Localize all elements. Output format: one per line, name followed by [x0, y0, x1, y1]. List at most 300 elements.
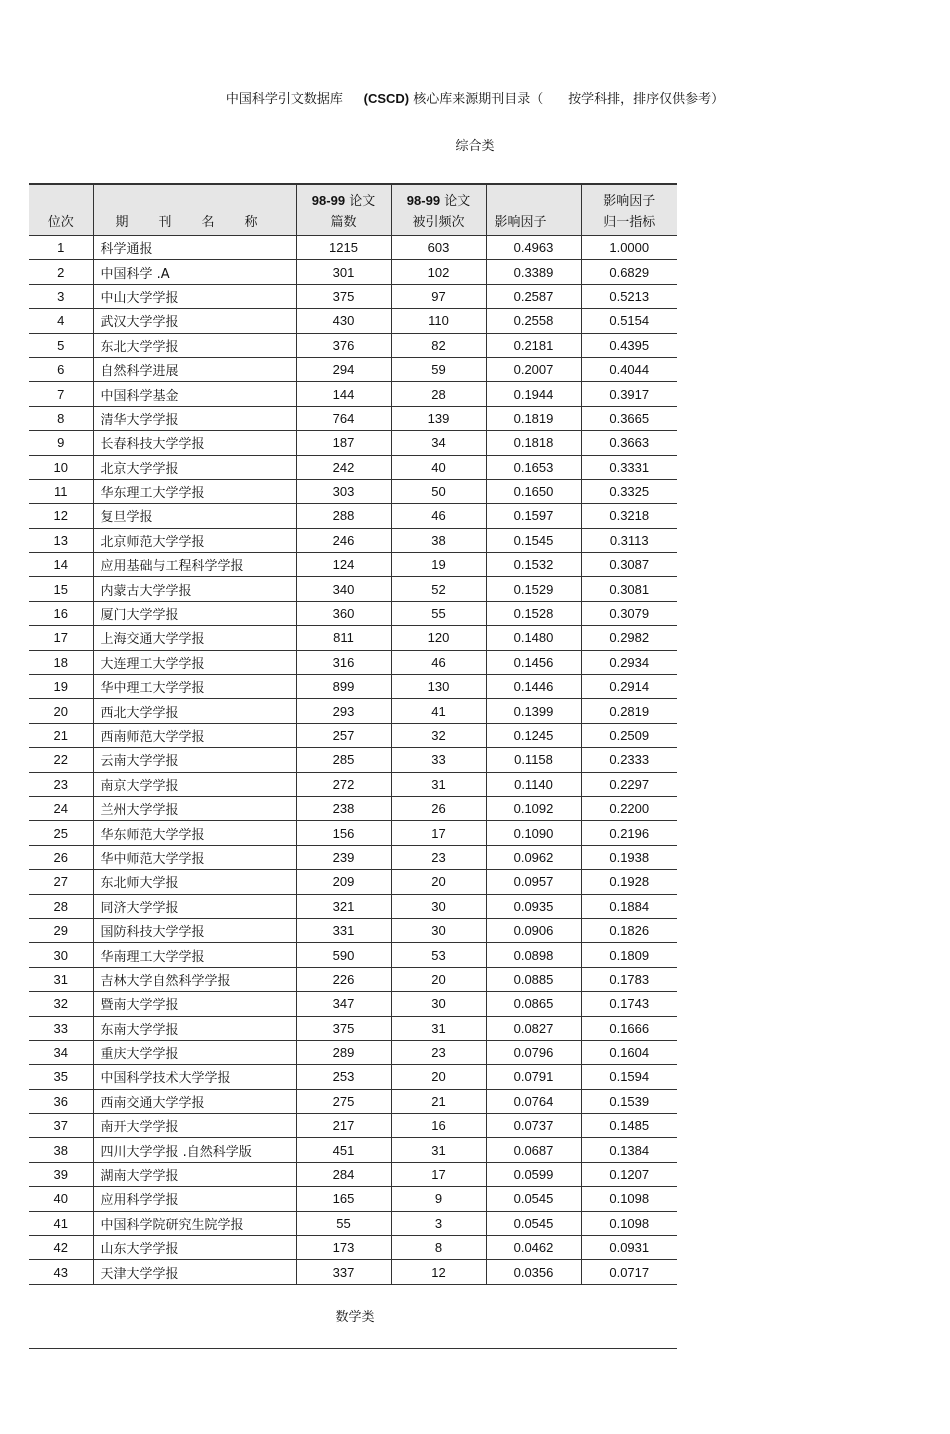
cell-citation-count: 30	[391, 918, 486, 942]
table-row	[29, 284, 677, 308]
cell-journal-name: 西南师范大学学报	[93, 723, 296, 747]
cell-impact-factor: 0.0957	[486, 870, 581, 894]
cell-journal-name: 北京大学学报	[93, 455, 296, 479]
cell-citation-count: 17	[391, 821, 486, 845]
cell-journal-name: 复旦学报	[93, 504, 296, 528]
cell-journal-name: 云南大学学报	[93, 748, 296, 772]
cell-citation-count: 38	[391, 528, 486, 552]
cell-paper-count: 156	[296, 821, 391, 845]
cell-citation-count: 34	[391, 431, 486, 455]
cell-journal-name: 国防科技大学学报	[93, 918, 296, 942]
cell-citation-count: 8	[391, 1236, 486, 1260]
cell-journal-name: 上海交通大学学报	[93, 626, 296, 650]
cell-journal-name: 大连理工大学学报	[93, 650, 296, 674]
cell-citation-count: 102	[391, 260, 486, 284]
table-row	[29, 1065, 677, 1089]
cell-journal-name: 西北大学学报	[93, 699, 296, 723]
cell-rank: 38	[29, 1138, 93, 1162]
header-impact-factor: 影响因子	[486, 184, 581, 236]
cell-journal-name: 重庆大学学报	[93, 1040, 296, 1064]
cell-paper-count: 430	[296, 309, 391, 333]
cell-normalized-index: 1.0000	[581, 236, 677, 260]
cell-citation-count: 23	[391, 845, 486, 869]
cell-citation-count: 55	[391, 601, 486, 625]
table-row	[29, 1138, 677, 1162]
table-row	[29, 406, 677, 430]
cell-normalized-index: 0.3331	[581, 455, 677, 479]
cell-paper-count: 238	[296, 796, 391, 820]
cell-paper-count: 451	[296, 1138, 391, 1162]
cell-impact-factor: 0.2587	[486, 284, 581, 308]
cell-rank: 6	[29, 357, 93, 381]
cell-rank: 10	[29, 455, 93, 479]
cell-citation-count: 603	[391, 236, 486, 260]
section-heading-general: 综合类	[455, 139, 495, 154]
cell-paper-count: 246	[296, 528, 391, 552]
cell-impact-factor: 0.1532	[486, 553, 581, 577]
cell-impact-factor: 0.0737	[486, 1114, 581, 1138]
cell-normalized-index: 0.3081	[581, 577, 677, 601]
cell-journal-name: 东北大学学报	[93, 333, 296, 357]
cell-journal-name: 武汉大学学报	[93, 309, 296, 333]
cell-rank: 40	[29, 1187, 93, 1211]
cell-paper-count: 301	[296, 260, 391, 284]
cell-journal-name: 长春科技大学学报	[93, 431, 296, 455]
cell-impact-factor: 0.0764	[486, 1089, 581, 1113]
cell-paper-count: 209	[296, 870, 391, 894]
cell-paper-count: 360	[296, 601, 391, 625]
cell-paper-count: 288	[296, 504, 391, 528]
cell-impact-factor: 0.1944	[486, 382, 581, 406]
cell-paper-count: 316	[296, 650, 391, 674]
table-row	[29, 1236, 677, 1260]
cell-citation-count: 16	[391, 1114, 486, 1138]
cell-paper-count: 764	[296, 406, 391, 430]
cell-impact-factor: 0.0906	[486, 918, 581, 942]
cell-normalized-index: 0.5154	[581, 309, 677, 333]
cell-citation-count: 30	[391, 894, 486, 918]
cell-rank: 29	[29, 918, 93, 942]
cell-journal-name: 山东大学学报	[93, 1236, 296, 1260]
cell-citation-count: 46	[391, 504, 486, 528]
cell-journal-name: 华中师范大学学报	[93, 845, 296, 869]
cell-paper-count: 173	[296, 1236, 391, 1260]
cell-paper-count: 272	[296, 772, 391, 796]
cell-normalized-index: 0.1938	[581, 845, 677, 869]
cell-impact-factor: 0.1529	[486, 577, 581, 601]
cell-impact-factor: 0.1480	[486, 626, 581, 650]
cell-normalized-index: 0.1539	[581, 1089, 677, 1113]
cell-normalized-index: 0.0717	[581, 1260, 677, 1284]
cell-impact-factor: 0.1158	[486, 748, 581, 772]
cell-citation-count: 46	[391, 650, 486, 674]
cell-citation-count: 21	[391, 1089, 486, 1113]
table-row	[29, 1040, 677, 1064]
table-row	[29, 772, 677, 796]
cell-impact-factor: 0.0356	[486, 1260, 581, 1284]
cell-citation-count: 31	[391, 1016, 486, 1040]
cell-impact-factor: 0.1092	[486, 796, 581, 820]
cell-normalized-index: 0.3079	[581, 601, 677, 625]
cell-citation-count: 9	[391, 1187, 486, 1211]
cell-citation-count: 50	[391, 479, 486, 503]
cell-journal-name: 应用基础与工程科学学报	[93, 553, 296, 577]
cell-paper-count: 321	[296, 894, 391, 918]
cell-normalized-index: 0.1485	[581, 1114, 677, 1138]
cell-citation-count: 23	[391, 1040, 486, 1064]
cell-paper-count: 294	[296, 357, 391, 381]
cell-paper-count: 331	[296, 918, 391, 942]
cell-impact-factor: 0.1597	[486, 504, 581, 528]
title-post: 核心库来源期刊目录（	[413, 92, 544, 107]
cell-normalized-index: 0.1207	[581, 1162, 677, 1186]
header-normalized-index: 影响因子 归一指标	[581, 184, 677, 236]
cell-normalized-index: 0.1098	[581, 1211, 677, 1235]
cell-citation-count: 31	[391, 1138, 486, 1162]
cell-journal-name: 同济大学学报	[93, 894, 296, 918]
cell-paper-count: 217	[296, 1114, 391, 1138]
cell-impact-factor: 0.0462	[486, 1236, 581, 1260]
cell-citation-count: 110	[391, 309, 486, 333]
cell-journal-name: 湖南大学学报	[93, 1162, 296, 1186]
table-row	[29, 382, 677, 406]
cell-journal-name: 东北师大学报	[93, 870, 296, 894]
cell-normalized-index: 0.3917	[581, 382, 677, 406]
table-row	[29, 236, 677, 260]
cell-impact-factor: 0.0885	[486, 967, 581, 991]
cell-journal-name: 华东理工大学学报	[93, 479, 296, 503]
cell-journal-name: 吉林大学自然科学学报	[93, 967, 296, 991]
cell-rank: 27	[29, 870, 93, 894]
cell-impact-factor: 0.0791	[486, 1065, 581, 1089]
cell-rank: 9	[29, 431, 93, 455]
cell-normalized-index: 0.1884	[581, 894, 677, 918]
cell-rank: 39	[29, 1162, 93, 1186]
cell-rank: 25	[29, 821, 93, 845]
table-row	[29, 796, 677, 820]
cell-paper-count: 257	[296, 723, 391, 747]
header-rank: 位次	[29, 184, 93, 236]
table-row	[29, 870, 677, 894]
table-top-rule	[29, 1348, 677, 1349]
table-header-row	[29, 184, 677, 236]
cell-paper-count: 239	[296, 845, 391, 869]
cell-citation-count: 41	[391, 699, 486, 723]
cell-paper-count: 1215	[296, 236, 391, 260]
cell-rank: 16	[29, 601, 93, 625]
table-row	[29, 845, 677, 869]
cell-paper-count: 226	[296, 967, 391, 991]
cell-rank: 28	[29, 894, 93, 918]
cell-normalized-index: 0.0931	[581, 1236, 677, 1260]
cell-paper-count: 275	[296, 1089, 391, 1113]
cell-impact-factor: 0.1140	[486, 772, 581, 796]
cell-rank: 1	[29, 236, 93, 260]
cell-citation-count: 130	[391, 675, 486, 699]
cell-impact-factor: 0.1528	[486, 601, 581, 625]
table-row	[29, 1114, 677, 1138]
cell-normalized-index: 0.1098	[581, 1187, 677, 1211]
cell-journal-name: 科学通报	[93, 236, 296, 260]
cell-journal-name: 天津大学学报	[93, 1260, 296, 1284]
cell-rank: 31	[29, 967, 93, 991]
cell-rank: 12	[29, 504, 93, 528]
cell-paper-count: 375	[296, 284, 391, 308]
cell-rank: 18	[29, 650, 93, 674]
cell-rank: 26	[29, 845, 93, 869]
cell-normalized-index: 0.2819	[581, 699, 677, 723]
cell-rank: 37	[29, 1114, 93, 1138]
cell-paper-count: 55	[296, 1211, 391, 1235]
table-row	[29, 918, 677, 942]
cell-citation-count: 52	[391, 577, 486, 601]
cell-paper-count: 289	[296, 1040, 391, 1064]
cell-impact-factor: 0.1446	[486, 675, 581, 699]
cell-rank: 33	[29, 1016, 93, 1040]
table-body	[29, 236, 677, 1285]
cell-citation-count: 33	[391, 748, 486, 772]
cell-normalized-index: 0.2196	[581, 821, 677, 845]
cell-citation-count: 26	[391, 796, 486, 820]
cell-journal-name: 中国科学 .A	[93, 260, 296, 284]
table-row	[29, 1187, 677, 1211]
header-name: 期刊名称	[93, 184, 296, 236]
cell-rank: 5	[29, 333, 93, 357]
cell-citation-count: 32	[391, 723, 486, 747]
cell-rank: 14	[29, 553, 93, 577]
table-row	[29, 260, 677, 284]
cell-normalized-index: 0.1743	[581, 992, 677, 1016]
cell-normalized-index: 0.3663	[581, 431, 677, 455]
table-row	[29, 504, 677, 528]
cell-rank: 19	[29, 675, 93, 699]
cell-impact-factor: 0.0827	[486, 1016, 581, 1040]
cell-rank: 21	[29, 723, 93, 747]
title-bold: (CSCD)	[363, 91, 410, 106]
cell-impact-factor: 0.0935	[486, 894, 581, 918]
table-row	[29, 626, 677, 650]
cell-paper-count: 590	[296, 943, 391, 967]
cell-normalized-index: 0.1594	[581, 1065, 677, 1089]
cell-impact-factor: 0.3389	[486, 260, 581, 284]
cell-impact-factor: 0.1653	[486, 455, 581, 479]
table-row	[29, 675, 677, 699]
cell-impact-factor: 0.1545	[486, 528, 581, 552]
cell-journal-name: 华南理工大学学报	[93, 943, 296, 967]
table-row	[29, 1211, 677, 1235]
page-title	[0, 88, 950, 107]
cell-citation-count: 20	[391, 1065, 486, 1089]
table-row	[29, 1162, 677, 1186]
cell-journal-name: 华东师范大学学报	[93, 821, 296, 845]
table-row	[29, 699, 677, 723]
cell-rank: 32	[29, 992, 93, 1016]
cell-paper-count: 187	[296, 431, 391, 455]
cell-impact-factor: 0.0898	[486, 943, 581, 967]
table-row	[29, 1089, 677, 1113]
cell-rank: 3	[29, 284, 93, 308]
cell-impact-factor: 0.0545	[486, 1211, 581, 1235]
cell-impact-factor: 0.0865	[486, 992, 581, 1016]
cell-normalized-index: 0.1928	[581, 870, 677, 894]
table-row	[29, 943, 677, 967]
cell-citation-count: 82	[391, 333, 486, 357]
cell-citation-count: 12	[391, 1260, 486, 1284]
cell-citation-count: 53	[391, 943, 486, 967]
cell-citation-count: 59	[391, 357, 486, 381]
cell-normalized-index: 0.2333	[581, 748, 677, 772]
cell-journal-name: 厦门大学学报	[93, 601, 296, 625]
cell-journal-name: 应用科学学报	[93, 1187, 296, 1211]
cell-paper-count: 811	[296, 626, 391, 650]
cell-impact-factor: 0.1399	[486, 699, 581, 723]
cell-journal-name: 西南交通大学学报	[93, 1089, 296, 1113]
cell-journal-name: 南京大学学报	[93, 772, 296, 796]
journal-table	[29, 183, 677, 1285]
cell-journal-name: 中山大学学报	[93, 284, 296, 308]
table-row	[29, 748, 677, 772]
cell-paper-count: 144	[296, 382, 391, 406]
cell-paper-count: 303	[296, 479, 391, 503]
cell-rank: 13	[29, 528, 93, 552]
table-row	[29, 650, 677, 674]
cell-paper-count: 165	[296, 1187, 391, 1211]
cell-citation-count: 31	[391, 772, 486, 796]
cell-paper-count: 337	[296, 1260, 391, 1284]
cell-impact-factor: 0.0599	[486, 1162, 581, 1186]
cell-paper-count: 242	[296, 455, 391, 479]
table-row	[29, 528, 677, 552]
cell-normalized-index: 0.1666	[581, 1016, 677, 1040]
cell-journal-name: 中国科学院研究生院学报	[93, 1211, 296, 1235]
table-row	[29, 967, 677, 991]
cell-citation-count: 40	[391, 455, 486, 479]
cell-citation-count: 20	[391, 967, 486, 991]
cell-journal-name: 北京师范大学学报	[93, 528, 296, 552]
cell-citation-count: 28	[391, 382, 486, 406]
cell-journal-name: 清华大学学报	[93, 406, 296, 430]
cell-rank: 24	[29, 796, 93, 820]
cell-rank: 11	[29, 479, 93, 503]
cell-paper-count: 899	[296, 675, 391, 699]
cell-paper-count: 376	[296, 333, 391, 357]
cell-normalized-index: 0.2509	[581, 723, 677, 747]
cell-impact-factor: 0.1090	[486, 821, 581, 845]
cell-normalized-index: 0.4395	[581, 333, 677, 357]
cell-citation-count: 97	[391, 284, 486, 308]
cell-impact-factor: 0.0796	[486, 1040, 581, 1064]
cell-journal-name: 内蒙古大学学报	[93, 577, 296, 601]
table-row	[29, 1016, 677, 1040]
cell-rank: 17	[29, 626, 93, 650]
table-row	[29, 992, 677, 1016]
section-heading-math: 数学类	[335, 1310, 375, 1325]
title-tail: 按学科排，排序仅供参考）	[568, 92, 725, 107]
cell-normalized-index: 0.2200	[581, 796, 677, 820]
cell-normalized-index: 0.1604	[581, 1040, 677, 1064]
cell-rank: 20	[29, 699, 93, 723]
cell-impact-factor: 0.2181	[486, 333, 581, 357]
cell-journal-name: 四川大学学报 .自然科学版	[93, 1138, 296, 1162]
cell-journal-name: 兰州大学学报	[93, 796, 296, 820]
header-papers: 98-99 论文 篇数	[296, 184, 391, 236]
cell-rank: 34	[29, 1040, 93, 1064]
cell-normalized-index: 0.2914	[581, 675, 677, 699]
cell-rank: 41	[29, 1211, 93, 1235]
cell-impact-factor: 0.2558	[486, 309, 581, 333]
cell-normalized-index: 0.5213	[581, 284, 677, 308]
cell-citation-count: 20	[391, 870, 486, 894]
cell-impact-factor: 0.2007	[486, 357, 581, 381]
cell-citation-count: 120	[391, 626, 486, 650]
cell-normalized-index: 0.2934	[581, 650, 677, 674]
cell-rank: 22	[29, 748, 93, 772]
cell-impact-factor: 0.4963	[486, 236, 581, 260]
cell-impact-factor: 0.1245	[486, 723, 581, 747]
table-row	[29, 577, 677, 601]
cell-journal-name: 中国科学技术大学学报	[93, 1065, 296, 1089]
cell-normalized-index: 0.2297	[581, 772, 677, 796]
table-row	[29, 333, 677, 357]
cell-rank: 8	[29, 406, 93, 430]
cell-journal-name: 南开大学学报	[93, 1114, 296, 1138]
cell-citation-count: 30	[391, 992, 486, 1016]
cell-rank: 4	[29, 309, 93, 333]
cell-paper-count: 285	[296, 748, 391, 772]
cell-paper-count: 347	[296, 992, 391, 1016]
cell-impact-factor: 0.1650	[486, 479, 581, 503]
cell-rank: 15	[29, 577, 93, 601]
table-row	[29, 601, 677, 625]
title-pre: 中国科学引文数据库	[225, 92, 343, 107]
cell-normalized-index: 0.3087	[581, 553, 677, 577]
cell-journal-name: 暨南大学学报	[93, 992, 296, 1016]
table-row	[29, 821, 677, 845]
table-row	[29, 1260, 677, 1284]
table-row	[29, 455, 677, 479]
table-row	[29, 479, 677, 503]
cell-journal-name: 中国科学基金	[93, 382, 296, 406]
cell-paper-count: 340	[296, 577, 391, 601]
cell-paper-count: 293	[296, 699, 391, 723]
cell-journal-name: 东南大学学报	[93, 1016, 296, 1040]
cell-impact-factor: 0.1818	[486, 431, 581, 455]
cell-impact-factor: 0.1456	[486, 650, 581, 674]
cell-rank: 36	[29, 1089, 93, 1113]
header-citations: 98-99 论文 被引频次	[391, 184, 486, 236]
cell-impact-factor: 0.1819	[486, 406, 581, 430]
cell-journal-name: 华中理工大学学报	[93, 675, 296, 699]
cell-paper-count: 124	[296, 553, 391, 577]
table-row	[29, 894, 677, 918]
cell-citation-count: 17	[391, 1162, 486, 1186]
cell-impact-factor: 0.0962	[486, 845, 581, 869]
cell-rank: 43	[29, 1260, 93, 1284]
cell-rank: 42	[29, 1236, 93, 1260]
table-row	[29, 553, 677, 577]
cell-normalized-index: 0.2982	[581, 626, 677, 650]
cell-normalized-index: 0.1783	[581, 967, 677, 991]
cell-paper-count: 375	[296, 1016, 391, 1040]
cell-normalized-index: 0.1809	[581, 943, 677, 967]
table-row	[29, 309, 677, 333]
cell-normalized-index: 0.1826	[581, 918, 677, 942]
cell-normalized-index: 0.4044	[581, 357, 677, 381]
cell-paper-count: 253	[296, 1065, 391, 1089]
table-row	[29, 723, 677, 747]
cell-paper-count: 284	[296, 1162, 391, 1186]
cell-normalized-index: 0.3665	[581, 406, 677, 430]
